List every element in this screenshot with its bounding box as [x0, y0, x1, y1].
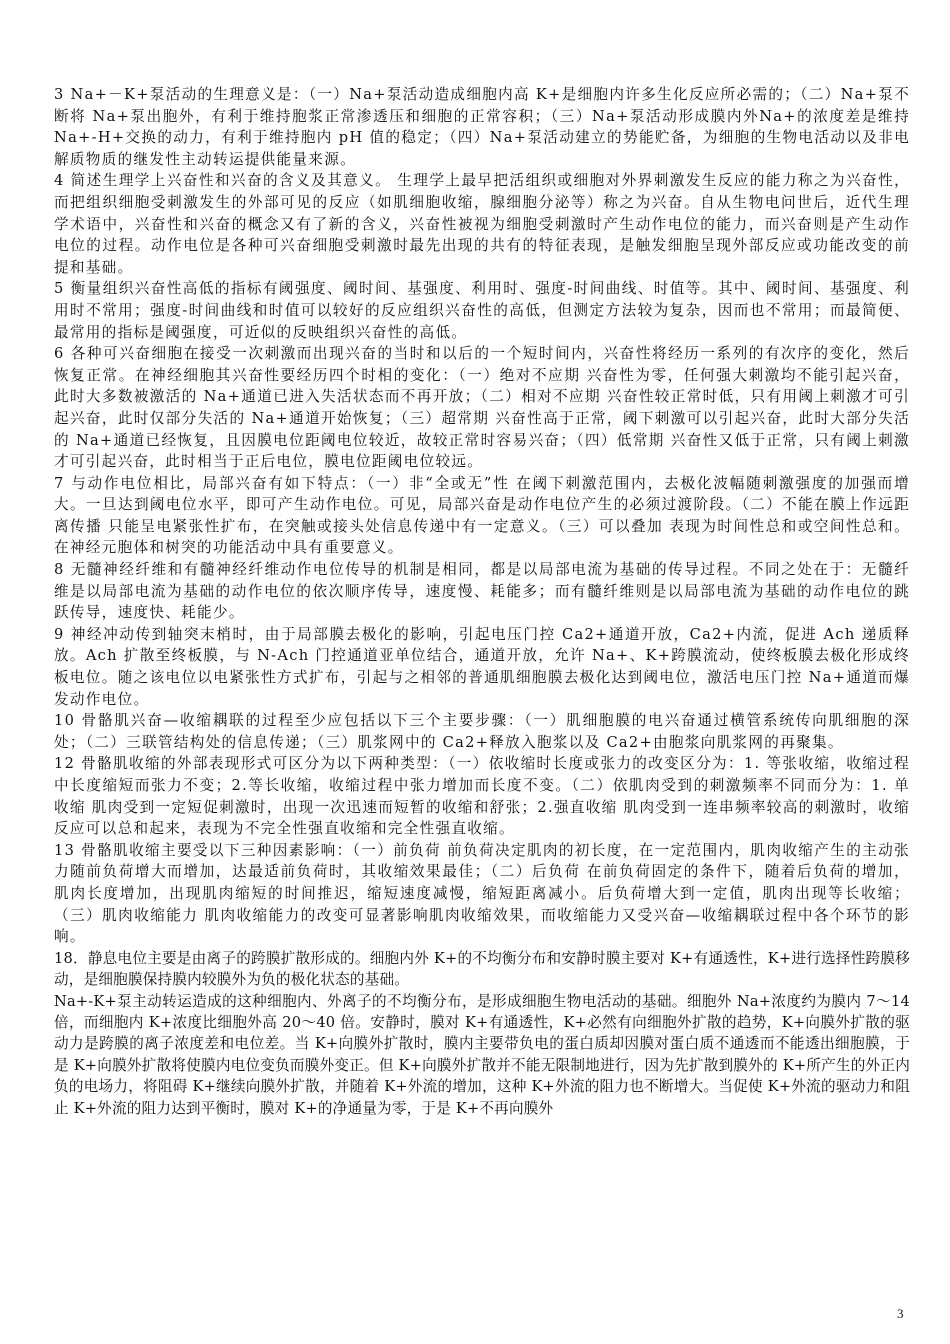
paragraph-12: Na+-K+泵主动转运造成的这种细胞内、外离子的不均衡分布，是形成细胞生物电活动的基础。细胞外 Na+浓度约为膜内 7～14 倍，而细胞内 K+浓度比细胞外高 20～40 倍。安静时，膜对 K+有通透性，K+必然有向细胞外扩散的趋势，K+向膜外扩散的驱动力是跨膜的离子浓度差和电位差。当 K+向膜外扩散时，膜内主要带负电的蛋白质却因膜对蛋白质不通透而不能透出细胞膜，于是 K+向膜外扩散将使膜内电位变负而膜外变正。但 K+向膜外扩散并不能无限制地进行，因为先扩散到膜外的 K+所产生的外正内负的电场力，将阻碍 K+继续向膜外扩散，并随着 K+外流的增加，这种 K+外流的阻力也不断增大。当促使 K+外流的驱动力和阻止 K+外流的阻力达到平衡时，膜对 K+的净通量为零，于是 K+不再向膜外 [54, 992, 910, 1117]
paragraph-5: 7 与动作电位相比，局部兴奋有如下特点：（一）非“全或无”性 在阈下刺激范围内，去极化波幅随刺激强度的加强而增大。一旦达到阈电位水平，即可产生动作电位。可见，局部兴奋是动作电位产生的必须过渡阶段。（二）不能在膜上作远距离传播 只能呈电紧张性扩布，在突触或接头处信息传递中有一定意义。（三）可以叠加 表现为时间性总和或空间性总和。在神经元胞体和树突的功能活动中具有重要意义。 [54, 474, 910, 557]
paragraph-1: 3 Na+－K+泵活动的生理意义是：（一）Na+泵活动造成细胞内高 K+是细胞内许多生化反应所必需的；（二）Na+泵不断将 Na+泵出胞外，有利于维持胞浆正常渗透压和细胞的正常容积；（三）Na+泵活动形成膜内外Na+的浓度差是维持 Na+-H+交换的动力，有利于维持胞内 pH 值的稳定；（四）Na+泵活动建立的势能贮备，为细胞的生物电活动以及非电解质物质的继发性主动转运提供能量来源。 [54, 86, 910, 168]
paragraph-3: 5 衡量组织兴奋性高低的指标有阈强度、阈时间、基强度、利用时、强度-时间曲线、时值等。其中、阈时间、基强度、利用时不常用；强度-时间曲线和时值可以较好的反应组织兴奋性的高低，但测定方法较为复杂，因而也不常用；而最简便、最常用的指标是阈强度，可近似的反映组织兴奋性的高低。 [54, 280, 910, 341]
page-number: 3 [897, 1306, 904, 1321]
document-body [54, 84, 910, 1119]
paragraph-2: 4 简述生理学上兴奋性和兴奋的含义及其意义。 生理学上最早把活组织或细胞对外界刺激发生反应的能力称之为兴奋性，而把组织细胞受刺激发生的外部可见的反应（如肌细胞收缩，腺细胞分泌等）称之为兴奋。自从生物电问世后，近代生理学术语中，兴奋性和兴奋的概念又有了新的含义，兴奋性被视为细胞受刺激时产生动作电位的能力，而兴奋则是产生动作电位的过程。动作电位是各种可兴奋细胞受刺激时最先出现的共有的特征表现，是触发细胞呈现外部反应或功能改变的前提和基础。 [54, 172, 910, 276]
paragraph-11: 18．静息电位主要是由离子的跨膜扩散形成的。细胞内外 K+的不均衡分布和安静时膜主要对 K+有通透性，K+进行选择性跨膜移动，是细胞膜保持膜内较膜外为负的极化状态的基础。 [54, 949, 910, 989]
paragraph-9: 12 骨骼肌收缩的外部表现形式可区分为以下两种类型：（一）依收缩时长度或张力的改变区分为：1. 等张收缩，收缩过程中长度缩短而张力不变；2.等长收缩，收缩过程中张力增加而长度不变。（二）依肌肉受到的刺激频率不同而分为：1. 单收缩 肌肉受到一定短促刺激时，出现一次迅速而短暂的收缩和舒张；2.强直收缩 肌肉受到一连串频率较高的刺激时，收缩反应可以总和起来，表现为不完全性强直收缩和完全性强直收缩。 [54, 755, 910, 838]
paragraph-8: 10 骨骼肌兴奋—收缩耦联的过程至少应包括以下三个主要步骤：（一）肌细胞膜的电兴奋通过横管系统传向肌细胞的深处；（二）三联管结构处的信息传递；（三）肌浆网中的 Ca2+释放入胞浆以及 Ca2+由胞浆向肌浆网的再聚集。 [54, 712, 910, 751]
paragraph-4: 6 各种可兴奋细胞在接受一次刺激而出现兴奋的当时和以后的一个短时间内，兴奋性将经历一系列的有次序的变化，然后恢复正常。在神经细胞其兴奋性要经历四个时相的变化：（一）绝对不应期 兴奋性为零，任何强大刺激均不能引起兴奋，此时大多数被激活的 Na+通道已进入失活状态而不再开放；（二）相对不应期 兴奋性较正常时低，只有用阈上刺激才可引起兴奋，此时仅部分失活的 Na+通道开始恢复；（三）超常期 兴奋性高于正常，阈下刺激可以引起兴奋，此时大部分失活的 Na+通道已经恢复，且因膜电位距阈电位较近，故较正常时容易兴奋；（四）低常期 兴奋性又低于正常，只有阈上刺激才可引起兴奋，此时相当于正后电位，膜电位距阈电位较远。 [54, 345, 910, 471]
paragraph-10: 13 骨骼肌收缩主要受以下三种因素影响：（一）前负荷 前负荷决定肌肉的初长度，在一定范围内，肌肉收缩产生的主动张力随前负荷增大而增加，达最适前负荷时，其收缩效果最佳；（二）后负荷 在前负荷固定的条件下，随着后负荷的增加，肌肉长度增加，出现肌肉缩短的时间推迟，缩短速度减慢，缩短距离减小。后负荷增大到一定值，肌肉出现等长收缩；（三）肌肉收缩能力 肌肉收缩能力的改变可显著影响肌肉收缩效果，而收缩能力又受兴奋—收缩耦联过程中各个环节的影响。 [54, 841, 910, 946]
paragraph-7: 9 神经冲动传到轴突末梢时，由于局部膜去极化的影响，引起电压门控 Ca2+通道开放，Ca2+内流，促进 Ach 递质释放。Ach 扩散至终板膜，与 N-Ach 门控通道亚单位结合，通道开放，允许 Na+、K+跨膜流动，使终板膜去极化形成终板电位。随之该电位以电紧张性方式扩布，引起与之相邻的普通肌细胞膜去极化达到阈电位，激活电压门控 Na+通道而爆发动作电位。 [54, 625, 910, 708]
paragraph-6: 8 无髓神经纤维和有髓神经纤维动作电位传导的机制是相同，都是以局部电流为基础的传导过程。不同之处在于：无髓纤维是以局部电流为基础的动作电位的依次顺序传导，速度慢、耗能多；而有髓纤维则是以局部电流为基础的动作电位的跳跃传导，速度快、耗能少。 [54, 561, 910, 622]
